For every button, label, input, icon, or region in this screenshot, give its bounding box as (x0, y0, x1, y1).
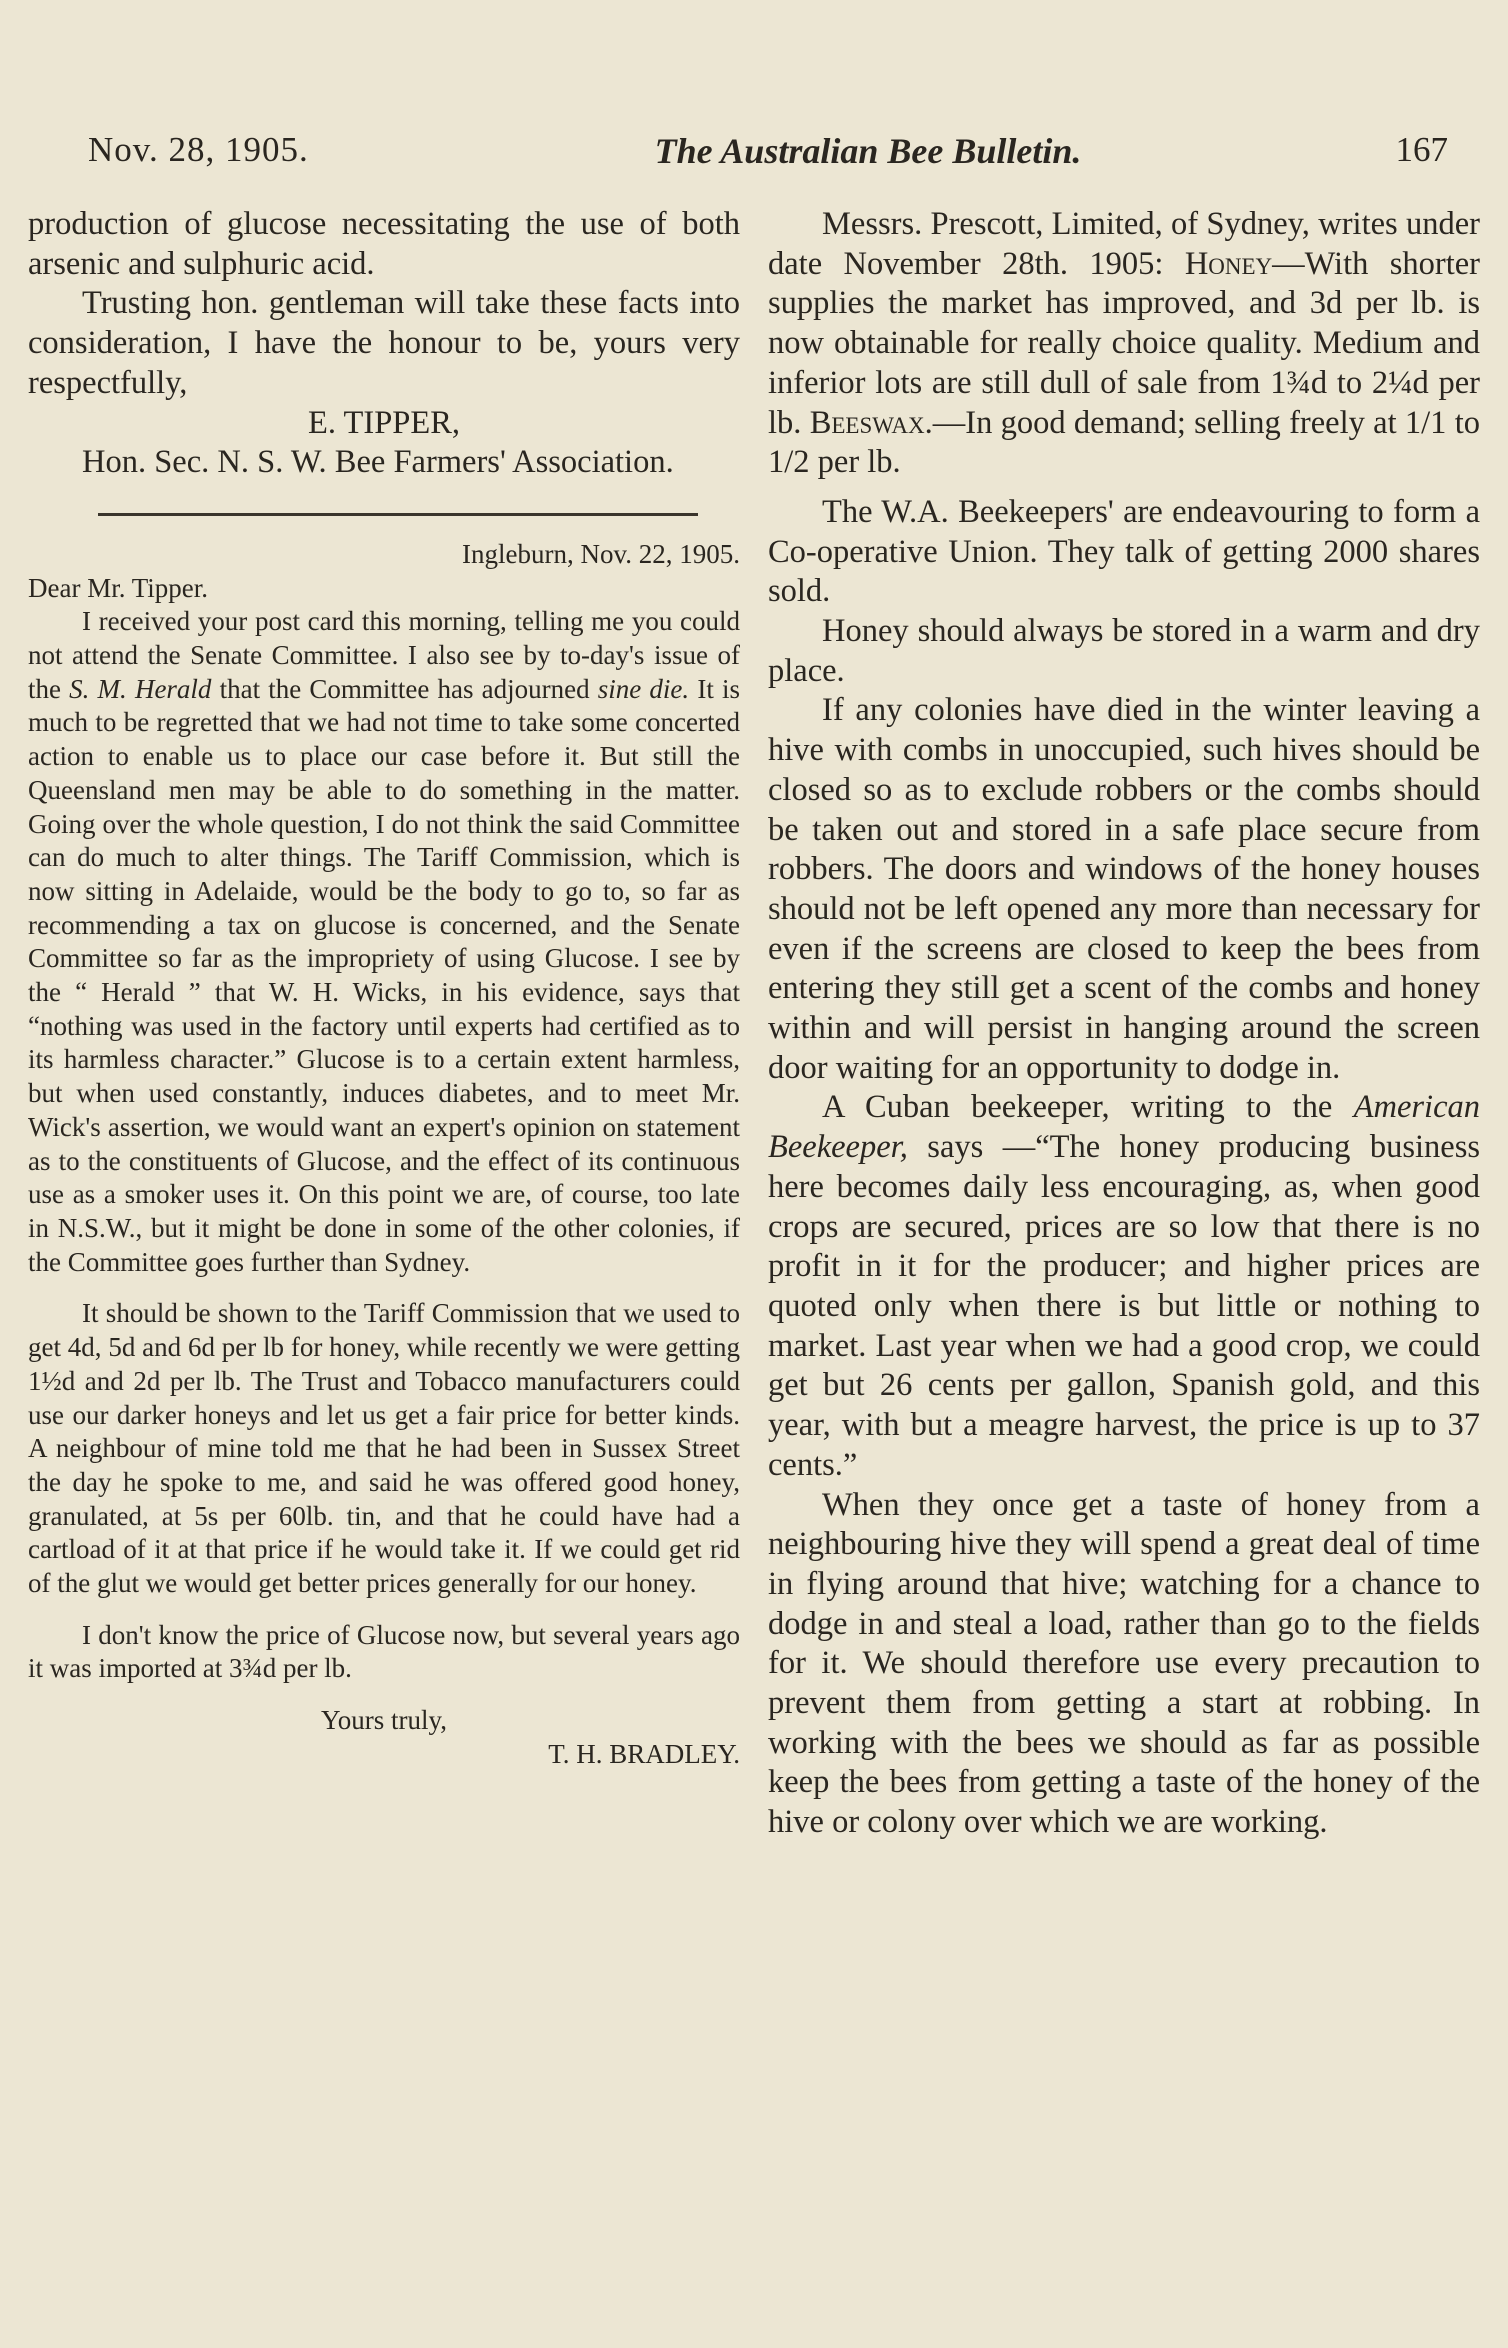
signer-title: Hon. Sec. N. S. W. Bee Farmers' Association. (82, 444, 674, 481)
letter-text: that the Committee has adjourned (211, 673, 598, 704)
robbing-paragraph: When they once get a taste of honey from a neighbouring hive they will spend a great deal of time in flying around that hive; watching for a chance to dodge in and steal a load, rather than go to the fields for it. We should therefore use every precaution to prevent them from getting a start at robbing. In working with the bees we should as far as possible keep the bees from getting a taste of the honey of the hive or colony over which we are working. (768, 1486, 1480, 1841)
glucose-paragraph: production of glucose necessitating the use of both arsenic and sulphuric acid. (28, 206, 740, 282)
right-column (768, 205, 1480, 1843)
journal-name: American Beekeeper, (768, 1089, 1480, 1166)
dead-colonies-paragraph: If any colonies have died in the winter leaving a hive with combs in unoccupied, such hives should be closed so as to exclude robbers or the combs should be taken out and stored in a safe place secure from robbers. The doors and windows of the honey houses should not be left opened any more than necessary for even if the screens are closed to keep the bees from entering they still get a scent of the combs and honey within and will persist in hanging around the screen door waiting for an opportunity to dodge in. (768, 692, 1480, 1086)
storage-paragraph: Honey should always be stored in a warm and dry place. (768, 613, 1480, 689)
letter-body-third: I don't know the price of Glucose now, but several years ago it was imported at 3¾d per lb. (28, 1619, 740, 1684)
trusting-paragraph: Trusting hon. gentleman will take these facts into consideration, I have the honour to be, yours very respectfully, (28, 285, 740, 401)
latin-phrase: sine die. (597, 673, 690, 704)
cuban-text: A Cuban beekeeper, writing to the (822, 1089, 1354, 1126)
beeswax-label: Beeswax (809, 404, 925, 441)
signer-name: E. TIPPER, (308, 404, 460, 441)
honey-market-text: —With shorter supplies the market has improved, and 3d per lb. is now obtainable for really choice quality. Medium and inferior lots are still dull of sale from 1¾d to 2¼d per lb. (768, 245, 1480, 441)
publication-title: The Australian Bee Bulletin. (654, 131, 1082, 171)
page-header (88, 130, 1448, 180)
letter-body-first (28, 605, 740, 1279)
cuban-beekeeper-paragraph (768, 1088, 1480, 1485)
letter-text: I received your post card this morning, telling me you could not attend the Senate Committee. I also see by to-day's issue of the (28, 606, 740, 704)
letter-salutation: Dear Mr. Tipper. (28, 572, 209, 603)
beeswax-market-text: .—In good demand; selling freely at 1/1 to 1/2 per lb. (768, 404, 1481, 481)
left-column (28, 205, 740, 1772)
market-report (768, 205, 1480, 483)
page-number: 167 (1395, 130, 1448, 169)
letter-closing: Yours truly, (320, 1705, 448, 1736)
cuban-quote: says —“The honey producing business here becomes daily less encouraging, as, when good crops are secured, prices are so low that there is no profit in it for the producer; and higher prices are quoted only when there is but little or nothing to market. Last year when we had a good crop, we could get but 26 cents per gallon, Spanish gold, and this year, with but a meagre harvest, the price is up to 37 cents.” (768, 1129, 1480, 1483)
newspaper-name: S. M. Herald (69, 673, 212, 704)
market-intro: Messrs. Prescott, Limited, of Sydney, writes under date November 28th. 1905: (768, 206, 1480, 282)
letter-signer: T. H. BRADLEY. (548, 1738, 740, 1769)
letter-place-date: Ingleburn, Nov. 22, 1905. (462, 538, 740, 569)
honey-label: Honey (1184, 245, 1273, 282)
wa-beekeepers-paragraph: The W.A. Beekeepers' are endeavouring to form a Co-operative Union. They talk of getting 2000 shares sold. (768, 493, 1480, 610)
section-divider (98, 513, 698, 516)
issue-date: Nov. 28, 1905. (88, 130, 309, 169)
letter-body-second: It should be shown to the Tariff Commission that we used to get 4d, 5d and 6d per lb for honey, while recently we were getting 1½d and 2d per lb. The Trust and Tobacco manufacturers could use our darker honeys and let us get a fair price for better kinds. A neighbour of mine told me that he had been in Sussex Street the day he spoke to me, and said he was offered good honey, granulated, at 5s per 60lb. tin, and that he could have had a cartload of it at that price if he would take it. If we could get rid of the glut we would get better prices generally for our honey. (28, 1298, 740, 1599)
letter-text: It is much to be regretted that we had not time to take some concerted action to enable us to place our case before it. But still the Queensland men may be able to do something in the matter. Going over the whole question, I do not think the said Committee can do much to alter things. The Tariff Commission, which is now sitting in Adelaide, would be the body to go to, so far as recommending a tax on glucose is concerned, and the Senate Committee so far as the impropriety of using Glucose. I see by the “ Herald ” that W. H. Wicks, in his evidence, says that “nothing was used in the factory until experts had certified as to its harmless character.” Glucose is to a certain extent harmless, but when used constantly, induces diabetes, and to meet Mr. Wick's assertion, we would want an expert's opinion on statement as to the constituents of Glucose, and the effect of its continuous use as a smoker uses it. On this point we are, of course, too late in N.S.W., but it might be done in some of the other colonies, if the Committee goes further than Sydney. (28, 673, 740, 1277)
